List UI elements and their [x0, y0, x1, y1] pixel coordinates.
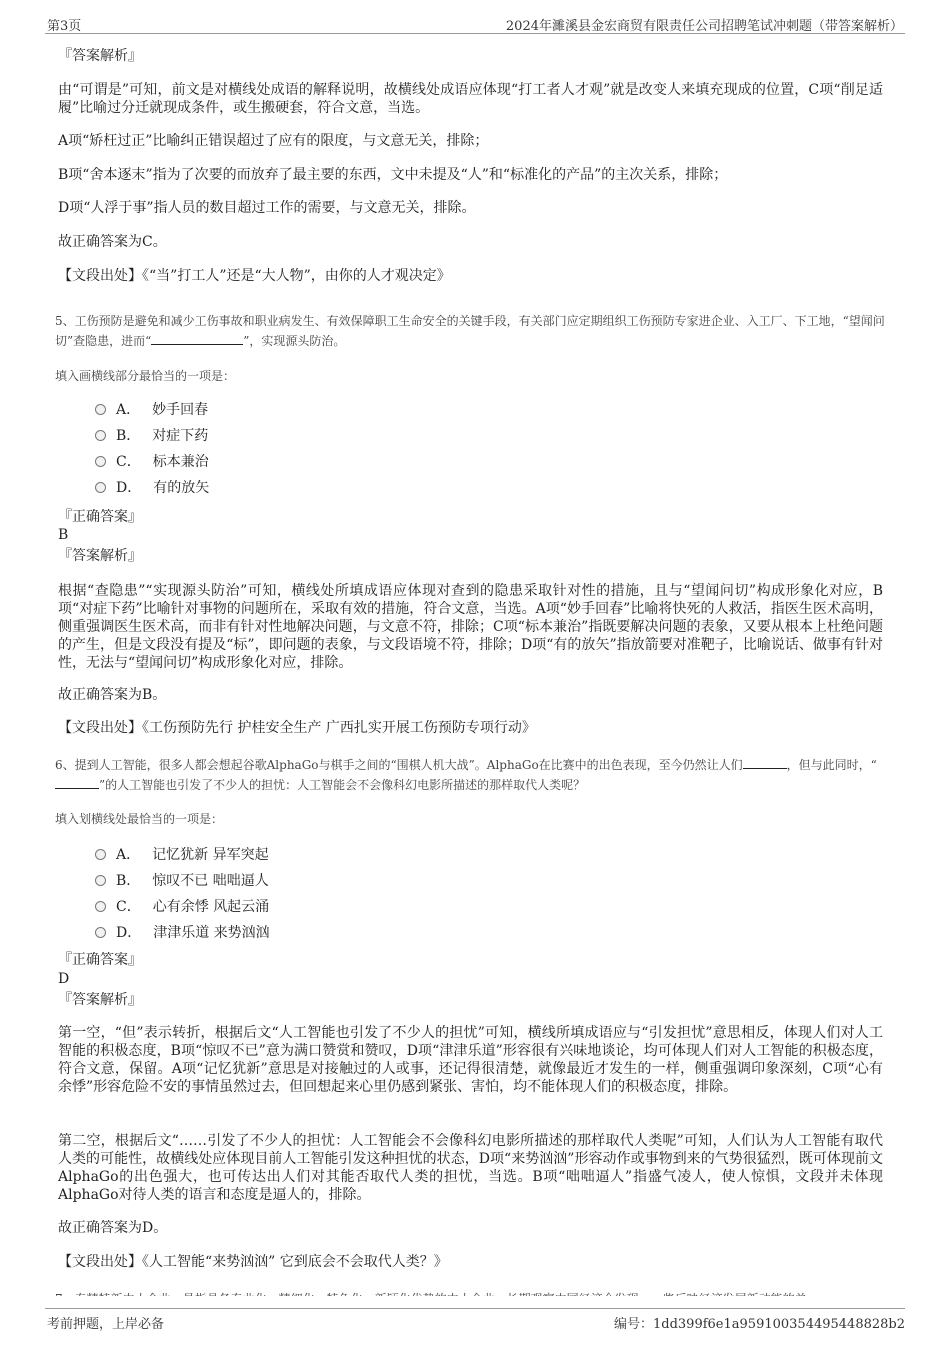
radio-icon[interactable]: [95, 482, 106, 493]
q4-analysis-p1: 由“可谓是”可知，前文是对横线处成语的解释说明，故横线处成语应体现“打工者人才观”就是改变人来填充现成的位置，C项“削足适履”比喻过分迁就现成条件，或生搬硬套，符合文意，当选。: [58, 82, 883, 116]
q6-source: 【文段出处】《人工智能“来势汹汹” 它到底会不会取代人类？》: [58, 1254, 448, 1270]
q6-option-c[interactable]: C． 心有余悸 风起云涌: [95, 897, 269, 917]
footer-slogan: 考前押题，上岸必备: [47, 1317, 165, 1332]
q6-stem: 6、提到人工智能，很多人都会想起谷歌AlphaGo与棋手之间的“围棋人机大战”。AlphaGo在比赛中的出色表现，至今仍然让人们 ，但与此同时，“”的人工智能也引发了不少人的担忧：人工智能会不会像科幻电影所描述的那样取代人类呢？: [55, 758, 877, 792]
page-footer: [0, 1296, 950, 1345]
q6-blank-2: [55, 776, 99, 789]
q6-correct-label: 『正确答案』: [58, 952, 142, 968]
q5-option-c[interactable]: C． 标本兼治: [95, 452, 209, 472]
q6-conclusion: 故正确答案为D。: [58, 1220, 168, 1236]
q4-conclusion: 故正确答案为C。: [58, 234, 167, 250]
radio-icon[interactable]: [95, 456, 106, 467]
radio-icon[interactable]: [95, 927, 106, 938]
q5-option-b[interactable]: B． 对症下药: [95, 426, 208, 446]
q5-option-d[interactable]: D． 有的放矢: [95, 478, 209, 498]
q5-stem-part1: 5、工伤预防是避免和减少工伤事故和职业病发生、有效保障职工生命安全的关键手段，有关部门应定期组织工伤预防专家进企业、入工厂、下工地，“望闻问切”查隐患，进而“: [55, 314, 885, 348]
q4-analysis-p2: A项“矫枉过正”比喻纠正错误超过了应有的限度，与文意无关，排除；: [58, 133, 489, 149]
q5-stem: [55, 311, 895, 351]
q5-analysis: 根据“查隐患”“实现源头防治”可知，横线处所填成语应体现对查到的隐患采取针对性的措施，且与“望闻问切”构成形象化对应，B项“对症下药”比喻针对事物的问题所在，采取有效的措施，符合文意，当选。A项“妙手回春”比喻将快死的人救活，指医生医术高明，侧重强调医生医术高，而非有针对性地解决问题，与文意不符，排除；C项“标本兼治”指既要解决问题的表象，又要从根本上杜绝问题的产生，但是文段没有提及“标”，即问题的表象，与文段语境不符，排除；D项“有的放矢”指放箭要对准靶子，比喻说话、做事有针对性，无法与“望闻问切”构成形象化对应，排除。: [58, 583, 883, 671]
q6-analysis-label: 『答案解析』: [58, 992, 142, 1008]
footer-divider: [45, 1308, 905, 1309]
q5-source: 【文段出处】《工伤预防先行 护桂安全生产 广西扎实开展工伤预防专项行动》: [58, 720, 536, 736]
q6-prompt: 填入划横线处最恰当的一项是：: [55, 812, 224, 826]
radio-icon[interactable]: [95, 404, 106, 415]
radio-icon[interactable]: [95, 849, 106, 860]
q5-answer: B: [58, 527, 69, 543]
document-code: 编号：1dd399f6e1a959100354495448828b2: [614, 1317, 905, 1332]
q6-analysis-p1: 第一空，“但”表示转折，根据后文“人工智能也引发了不少人的担忧”可知，横线所填成语应与“引发担忧”意思相反，体现人们对人工智能的积极态度，B项“惊叹不已”意为满口赞赏和赞叹，D项“津津乐道”形容很有兴味地谈论，均可体现人们对人工智能的积极态度，符合文意，保留。A项“记忆犹新”意思是对接触过的人或事，还记得很清楚，就像最近才发生的一样，侧重强调印象深刻，C项“心有余悸”形容危险不安的事情虽然过去，但回想起来心里仍感到紧张、害怕，均不能体现人们的积极态度，排除。: [58, 1025, 883, 1095]
q4-analysis-p3: B项“舍本逐末”指为了次要的而放弃了最主要的东西，文中未提及“人”和“标准化的产品”的主次关系，排除；: [58, 167, 728, 183]
radio-icon[interactable]: [95, 430, 106, 441]
radio-icon[interactable]: [95, 875, 106, 886]
q6-analysis-p2: 第二空，根据后文“……引发了不少人的担忧：人工智能会不会像科幻电影所描述的那样取代人类呢”可知，人们认为人工智能有取代人类的可能性，故横线处应体现目前人工智能引发这种担忧的状态，D项“来势汹汹”形容动作或事物到来的气势很猛烈，既可体现前文AlphaGo的出色强大，也可传达出人们对其能否取代人类的担忧，当选。B项“咄咄逼人”指盛气凌人，使人惊惧，文段并未体现AlphaGo对待人类的语言和态度是逼人的，排除。: [58, 1133, 883, 1203]
q5-correct-label: 『正确答案』: [58, 509, 142, 525]
document-body: [0, 34, 950, 1296]
q6-answer: D: [58, 971, 70, 987]
q5-conclusion: 故正确答案为B。: [58, 687, 167, 703]
q6-option-a[interactable]: A． 记忆犹新 异军突起: [95, 845, 269, 865]
q5-option-a[interactable]: A． 妙手回春: [95, 400, 208, 420]
q6-blank-1: [743, 756, 787, 769]
page-header: [0, 0, 950, 34]
q5-prompt: 填入画横线部分最恰当的一项是：: [55, 369, 236, 383]
q4-analysis-label: 『答案解析』: [58, 48, 142, 64]
q5-analysis-label: 『答案解析』: [58, 548, 142, 564]
q6-option-d[interactable]: D． 津津乐道 来势汹汹: [95, 923, 270, 943]
q4-analysis-p4: D项“人浮于事”指人员的数目超过工作的需要，与文意无关，排除。: [58, 200, 476, 216]
radio-icon[interactable]: [95, 901, 106, 912]
document-title: 2024年濉溪县金宏商贸有限责任公司招聘笔试冲刺题（带答案解析）: [505, 19, 903, 34]
q5-blank: [151, 332, 243, 345]
page-number: 第3页: [47, 19, 82, 34]
q6-option-b[interactable]: B． 惊叹不已 咄咄逼人: [95, 871, 269, 891]
q4-source: 【文段出处】《“当”打工人”还是“大人物”，由你的人才观决定》: [58, 268, 451, 284]
q5-stem-part2: ”，实现源头防治。: [243, 334, 346, 348]
